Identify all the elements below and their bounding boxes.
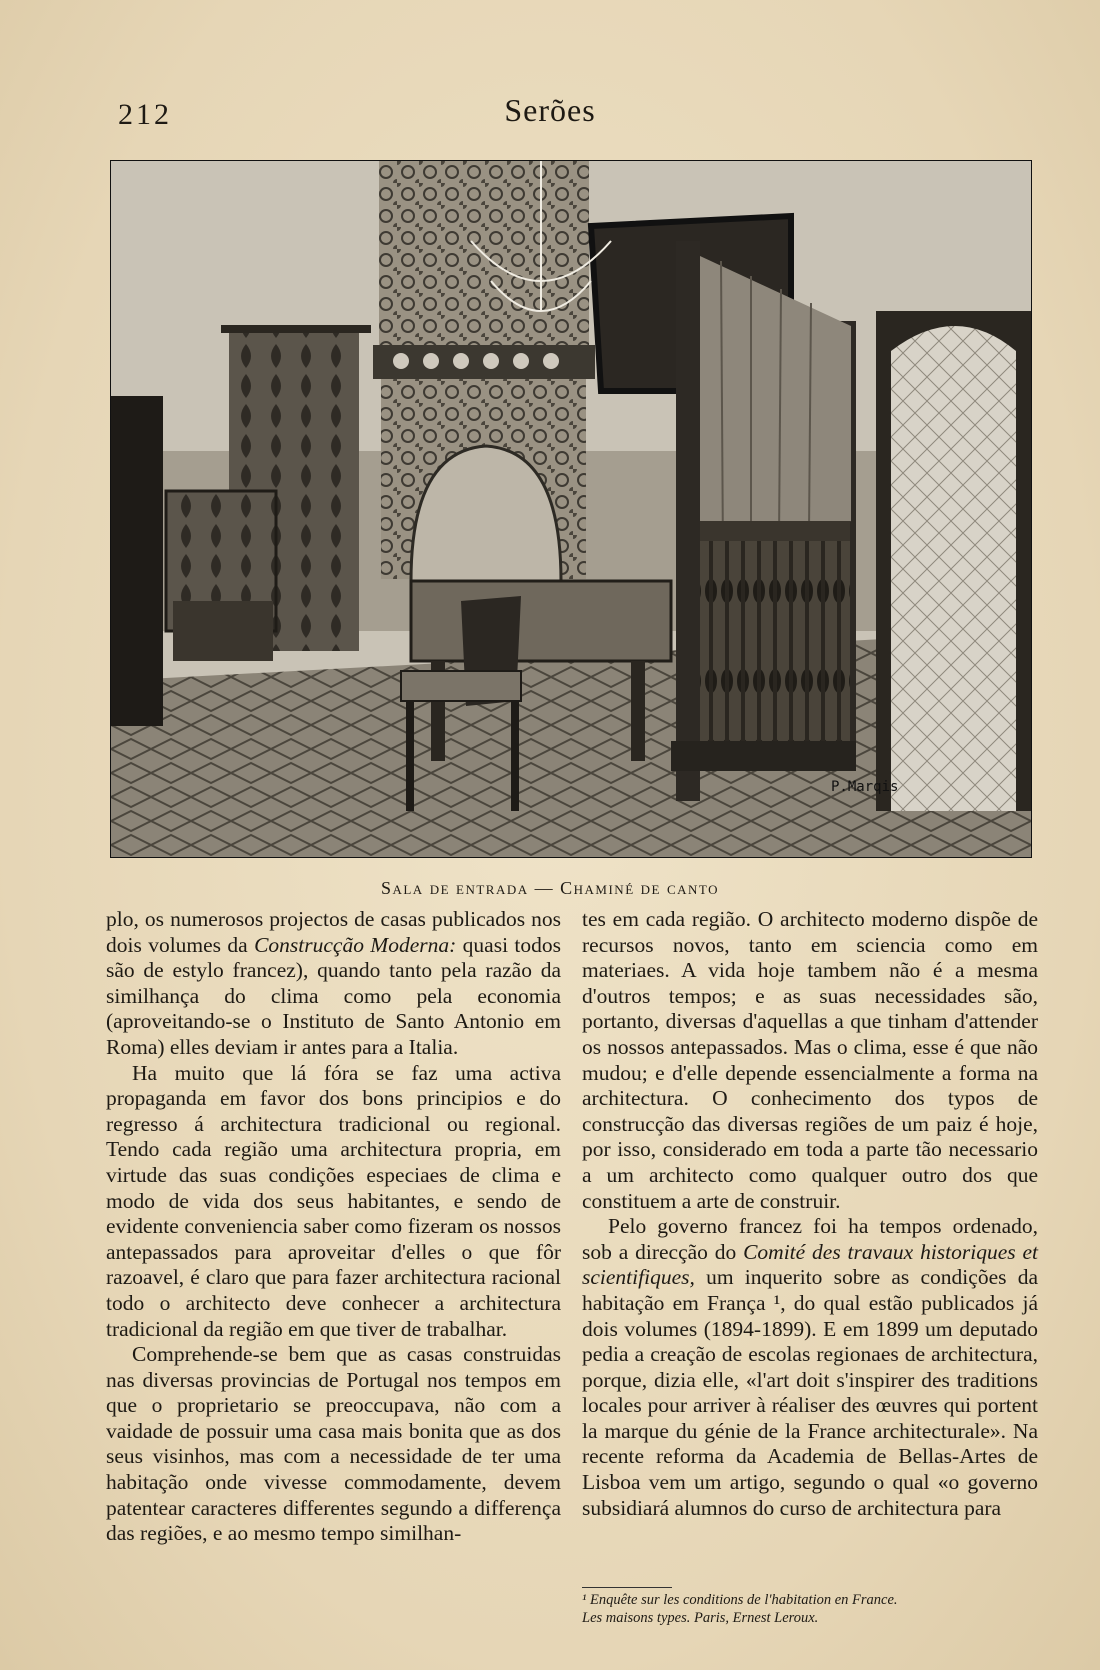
room-photograph [111, 161, 1031, 857]
text-column-left [106, 907, 561, 1547]
footnote-line: Les maisons types. Paris, Ernest Leroux. [582, 1610, 819, 1626]
text-run: Pelo governo francez foi ha tempos ordenado, sob a direcção do [582, 1214, 1038, 1264]
text-run: plo, os numerosos projectos de casas publicados nos dois volumes da [106, 907, 561, 957]
footnote [582, 1591, 1038, 1627]
italic-title: Construcção Moderna: [254, 932, 457, 957]
paragraph: tes em cada região. O architecto moderno dispõe de recursos novos, tanto em sciencia como em materiaes. A vida hoje tambem não é a mesma d'outros tempos; e as suas necessidades são, portanto, diversas d'aquellas a que tinham d'attender os nossos antepassados. Mas o clima, esse é que não mudou; e d'elle depende essencialmente a forma na architectura. O conhecimento dos typos de construcção das diversas regiões de um paiz é hoje, por isso, considerado em toda a parte tão necessario a um architecto como qualquer outro dos que constituem a arte de construir. [582, 907, 1038, 1213]
page-number: 212 [118, 98, 172, 131]
engraver-signature: P.Marqis [831, 779, 899, 795]
running-title: Serões [504, 92, 596, 128]
text-run: um inquerito sobre as condições da habitação em França ¹, do qual estão publicados já dois volumes (1894-1899). E em 1899 um deputado pedia a creação de escolas regionaes de architectura, porque, dizia elle, «l'art doit s'inspirer des traditions locales pour arriver à réaliser des œuvres qui portent la marque du génie de la France architecturale». Na recente reforma da Academia de Bellas-Artes de Lisboa vem um artigo, segundo o qual «o governo subsidiará alumnos do curso de architectura para [582, 1265, 1038, 1520]
figure-caption: Sala de entrada — Chaminé de canto [380, 878, 720, 898]
italic-title: Comité des travaux historiques et scientifiques, [582, 1239, 1038, 1290]
paragraph [106, 907, 561, 1061]
illustration-photo [110, 160, 1032, 858]
paragraph: Ha muito que lá fóra se faz uma activa propaganda em favor dos bons principios e do regresso á architectura tradicional ou regional. Tendo cada região uma architectura propria, em virtude das suas condições especiaes de clima e modo de vida dos seus habitantes, e sendo de evidente conveniencia saber como fizeram os nossos antepassados para aproveitar d'elles o que fôr razoavel, é claro que para fazer architectura racional todo o architecto deve conhecer a architectura tradicional da região em que tiver de trabalhar. [106, 1060, 561, 1341]
text-column-right [582, 907, 1038, 1521]
paragraph: Comprehende-se bem que as casas construidas nas diversas provincias de Portugal nos tempos em que o proprietario se preoccupava, não com a vaidade de possuir uma casa mais bonita que as dos seus visinhos, mas com a necessidade de ter uma habitação onde vivesse commodamente, devem patentear caracteres differentes segundo a differença das regiões, e ao mesmo tempo similhan- [106, 1342, 561, 1546]
text-run: quasi todos são de estylo francez), quando tanto pela razão da similhança do clima como pela economia (aproveitando-se o Instituto de Santo Antonio em Roma) elles deviam ir antes para a Italia. [106, 932, 561, 1059]
paragraph [582, 1214, 1038, 1521]
footnote-divider [582, 1587, 672, 1588]
footnote-line: ¹ Enquête sur les conditions de l'habitation en France. [582, 1592, 898, 1608]
